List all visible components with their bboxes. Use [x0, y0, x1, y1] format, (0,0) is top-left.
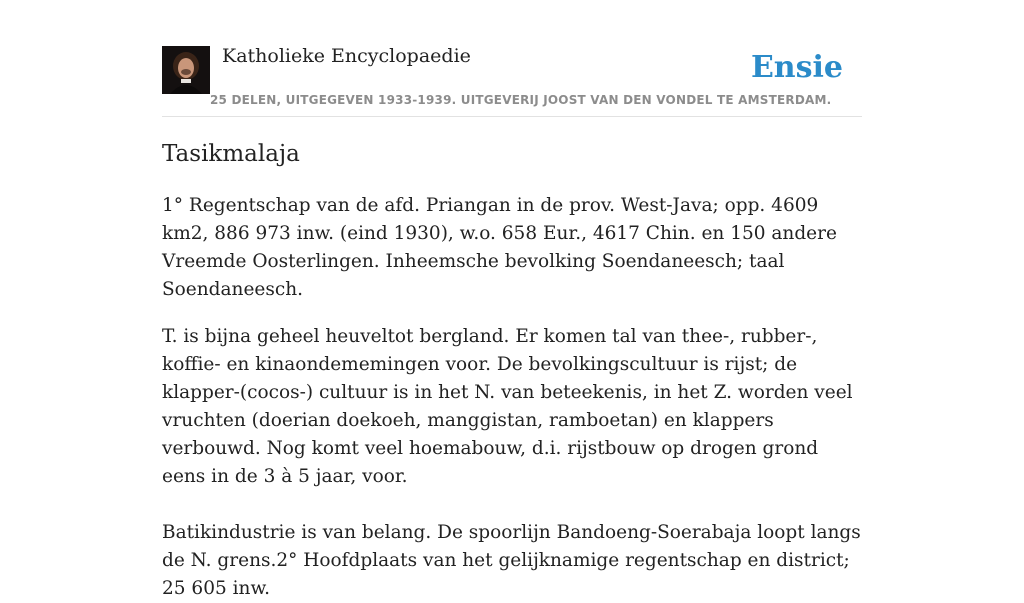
portrait-svg — [162, 46, 210, 94]
article-paragraph-1: 1° Regentschap van de afd. Priangan in de prov. West-Java; opp. 4609 km2, 886 973 inw. (eind 1930), w.o. 658 Eur., 4617 Chin. en 150 andere Vreemde Oosterlingen. Inheemsche bevolking Soendaneesch; taal Soendaneesch. — [162, 195, 837, 300]
brand-logo-link[interactable]: Ensie — [750, 50, 843, 85]
portrait-avatar-icon[interactable] — [162, 46, 210, 94]
source-subtitle: 25 DELEN, UITGEGEVEN 1933-1939. UITGEVERIJ JOOST VAN DEN VONDEL TE AMSTERDAM. — [210, 93, 832, 107]
article-paragraph-2: T. is bijna geheel heuveltot bergland. Er komen tal van thee-, rubber-, koffie- en kinaondememingen voor. De bevolkingscultuur is rijst; de klapper-(cocos-) cultuur is in het N. van beteekenis, in het Z. worden veel vruchten (doerian doekoeh, manggistan, ramboetan) en klappers verbouwd. Nog komt veel hoemabouw, d.i. rijstbouw op drogen grond eens in de 3 à 5 jaar, voor. — [162, 326, 853, 487]
entry-title: Tasikmalaja — [162, 141, 300, 167]
source-header — [162, 0, 862, 117]
article-paragraph-3: Batikindustrie is van belang. De spoorlijn Bandoeng-Soerabaja loopt langs de N. grens.2° Hoofdplaats van het gelijknamige regentschap en district; 25 605 inw. — [162, 522, 861, 599]
article-content — [162, 138, 862, 603]
source-title[interactable]: Katholieke Encyclopaedie — [222, 45, 471, 67]
